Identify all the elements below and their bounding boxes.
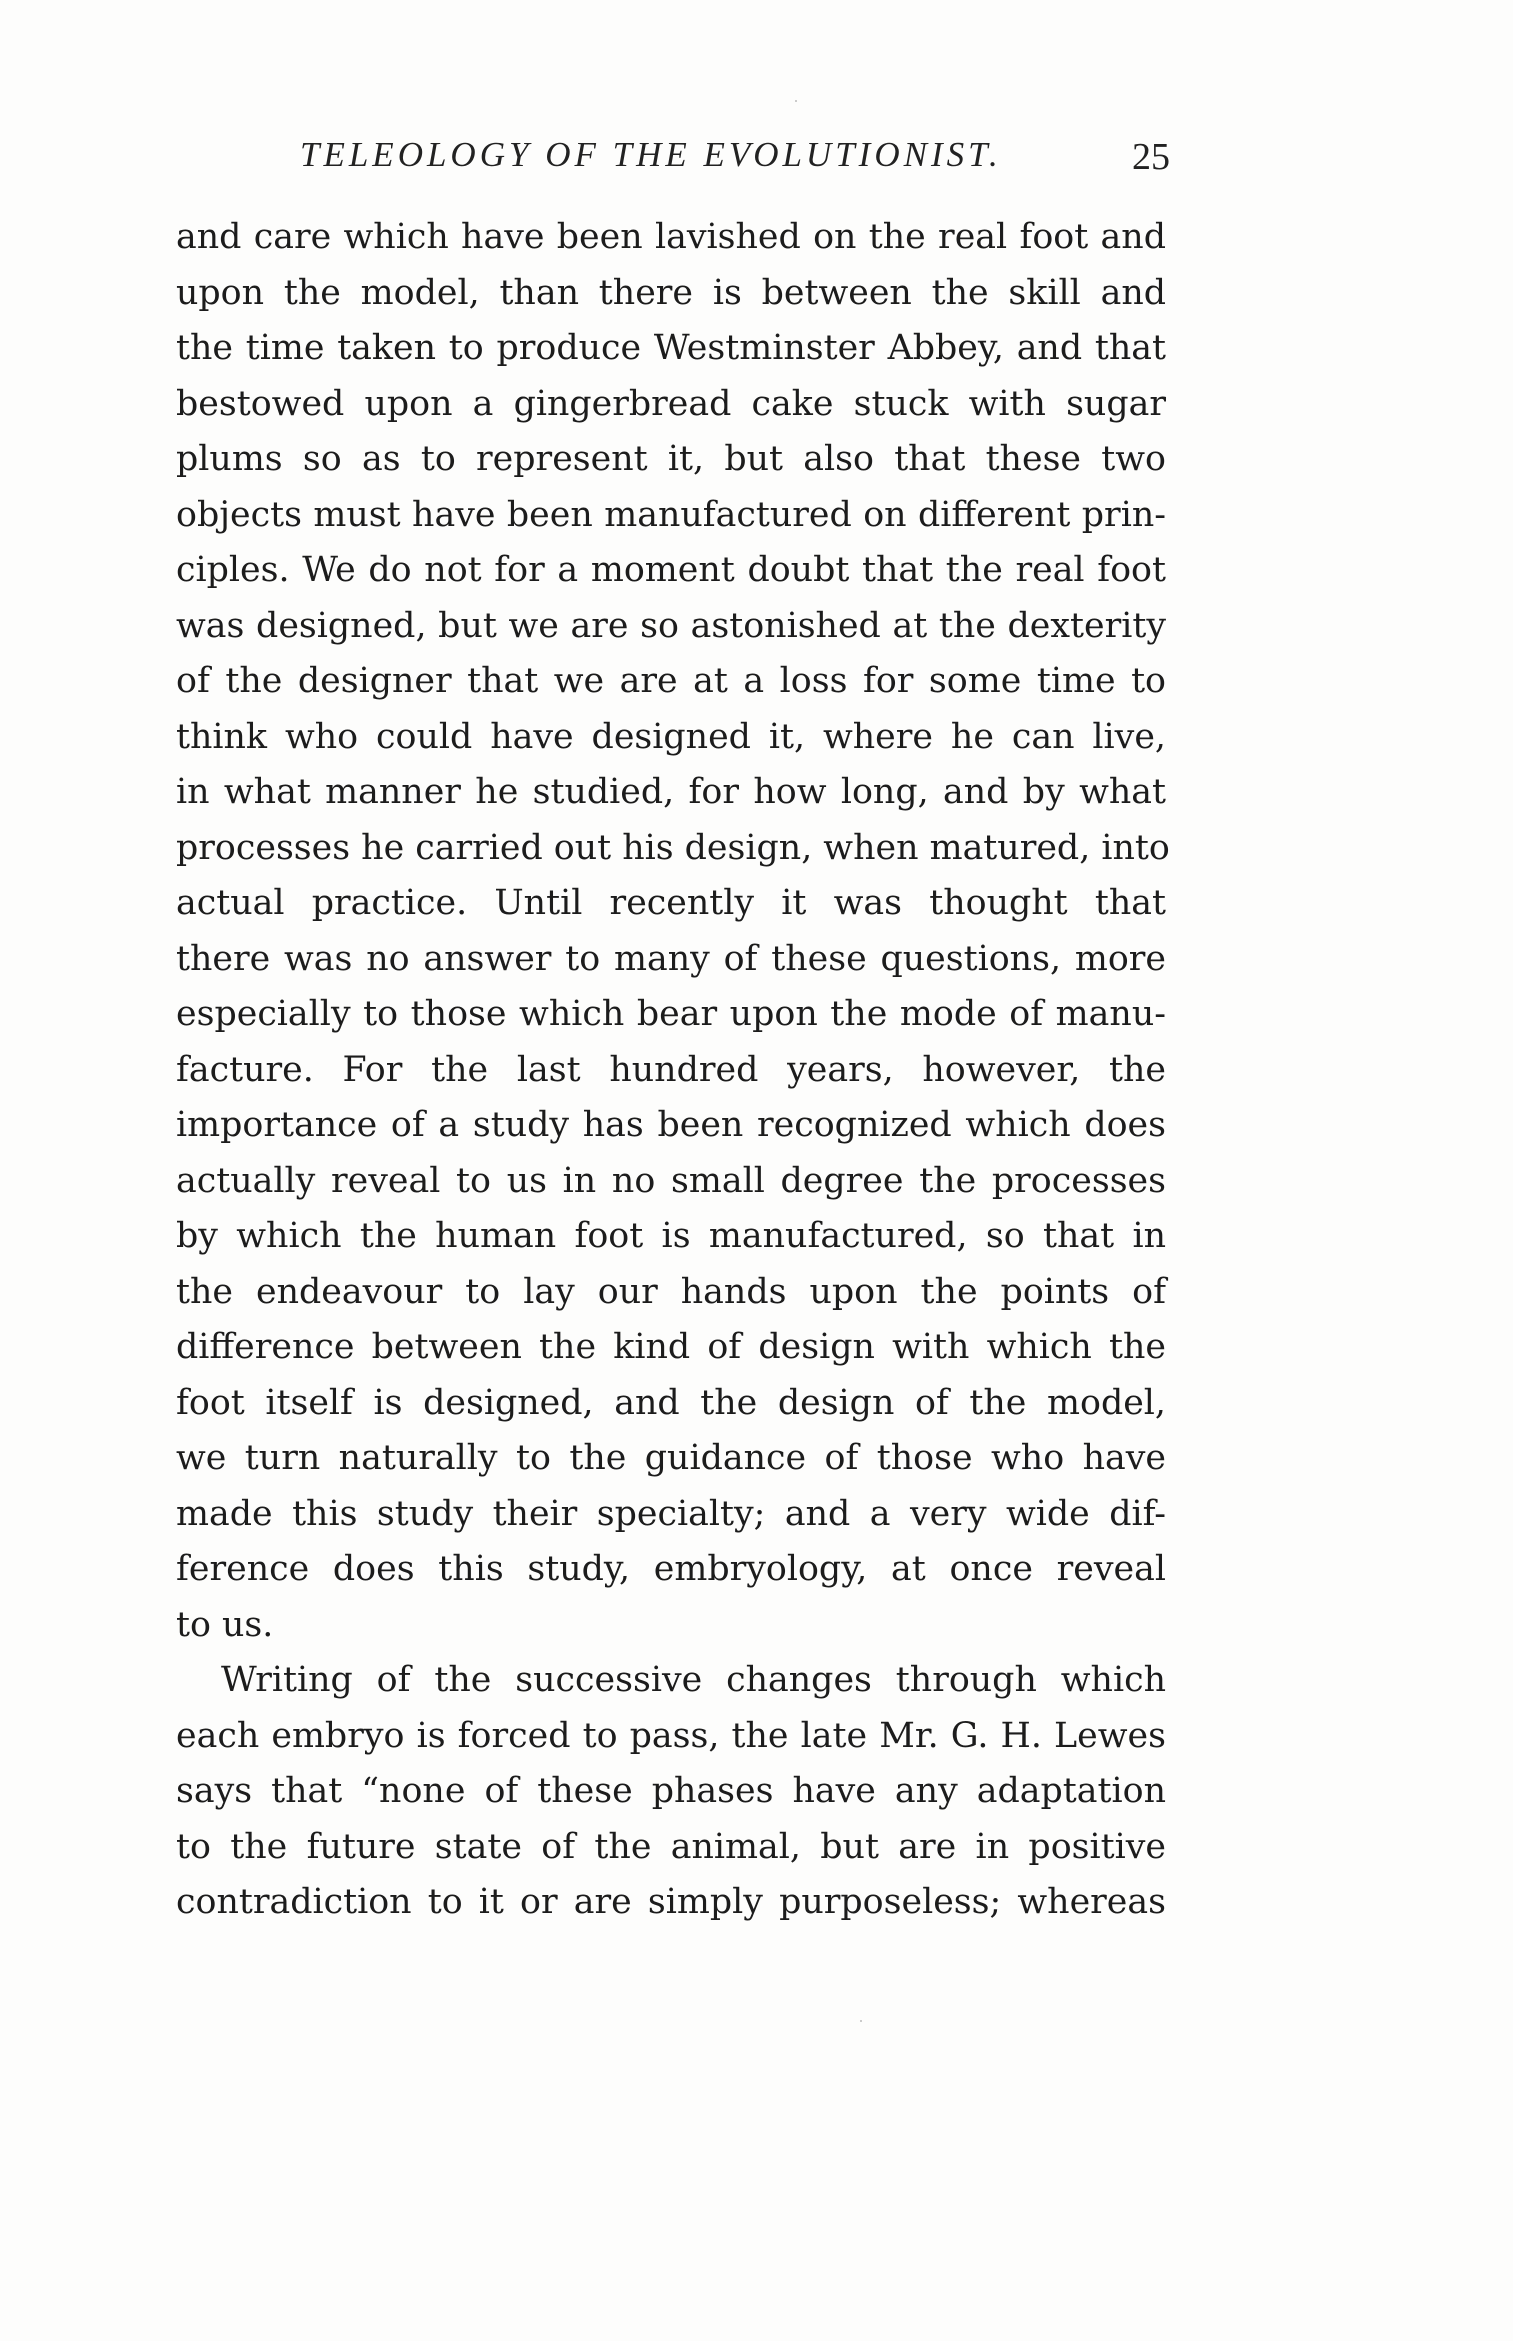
text-line: bestowed upon a gingerbread cake stuck with sugar — [176, 383, 1166, 424]
page-number: 25 — [1132, 136, 1170, 178]
text-line: foot itself is designed, and the design of the model, — [176, 1382, 1166, 1423]
text-line: to the future state of the animal, but are in positive — [176, 1826, 1166, 1867]
text-line: the time taken to produce Westminster Abbey, and that — [176, 328, 1166, 368]
text-line: processes he carried out his design, when matured, into — [176, 827, 1170, 868]
text-line: plums so as to represent it, but also that these two — [176, 439, 1166, 479]
paragraph-start-line: Writing of the successive changes through which — [221, 1660, 1166, 1700]
text-line: objects must have been manufactured on different prin- — [176, 494, 1166, 535]
text-line: ciples. We do not for a moment doubt that the real foot — [176, 550, 1166, 590]
text-line: each embryo is forced to pass, the late Mr. G. H. Lewes — [176, 1715, 1166, 1756]
text-line: in what manner he studied, for how long, and by what — [176, 772, 1166, 812]
paper-speck — [860, 2020, 862, 2022]
text-line: there was no answer to many of these questions, more — [176, 938, 1166, 979]
text-line: was designed, but we are so astonished at the dexterity — [176, 605, 1166, 646]
text-line: of the designer that we are at a loss for some time to — [176, 661, 1166, 701]
text-line: difference between the kind of design with which the — [176, 1327, 1166, 1367]
text-line: and care which have been lavished on the real foot and — [176, 217, 1166, 257]
text-line: says that “none of these phases have any adaptation — [176, 1771, 1166, 1811]
text-line: facture. For the last hundred years, however, the — [176, 1049, 1166, 1090]
text-line: especially to those which bear upon the mode of manu- — [176, 994, 1166, 1034]
paper-speck — [795, 100, 797, 102]
text-line: the endeavour to lay our hands upon the points of — [176, 1271, 1166, 1312]
text-line: actual practice. Until recently it was thought that — [176, 883, 1166, 923]
text-line: made this study their specialty; and a very wide dif- — [176, 1493, 1166, 1534]
running-head — [170, 135, 1170, 185]
text-line: contradiction to it or are simply purposeless; whereas — [176, 1882, 1166, 1922]
text-line: we turn naturally to the guidance of those who have — [176, 1438, 1166, 1478]
running-title: TELEOLOGY OF THE EVOLUTIONIST. — [300, 135, 1002, 174]
text-line: ference does this study, embryology, at once reveal — [176, 1549, 1166, 1589]
body-text — [176, 210, 1170, 1931]
paragraph-end-line: to us. — [176, 1604, 274, 1645]
text-line: upon the model, than there is between the skill and — [176, 272, 1166, 313]
text-line: actually reveal to us in no small degree the processes — [176, 1160, 1166, 1201]
text-line: by which the human foot is manufactured, so that in — [176, 1216, 1166, 1256]
text-line: importance of a study has been recognized which does — [176, 1105, 1166, 1145]
text-line: think who could have designed it, where he can live, — [176, 716, 1166, 757]
